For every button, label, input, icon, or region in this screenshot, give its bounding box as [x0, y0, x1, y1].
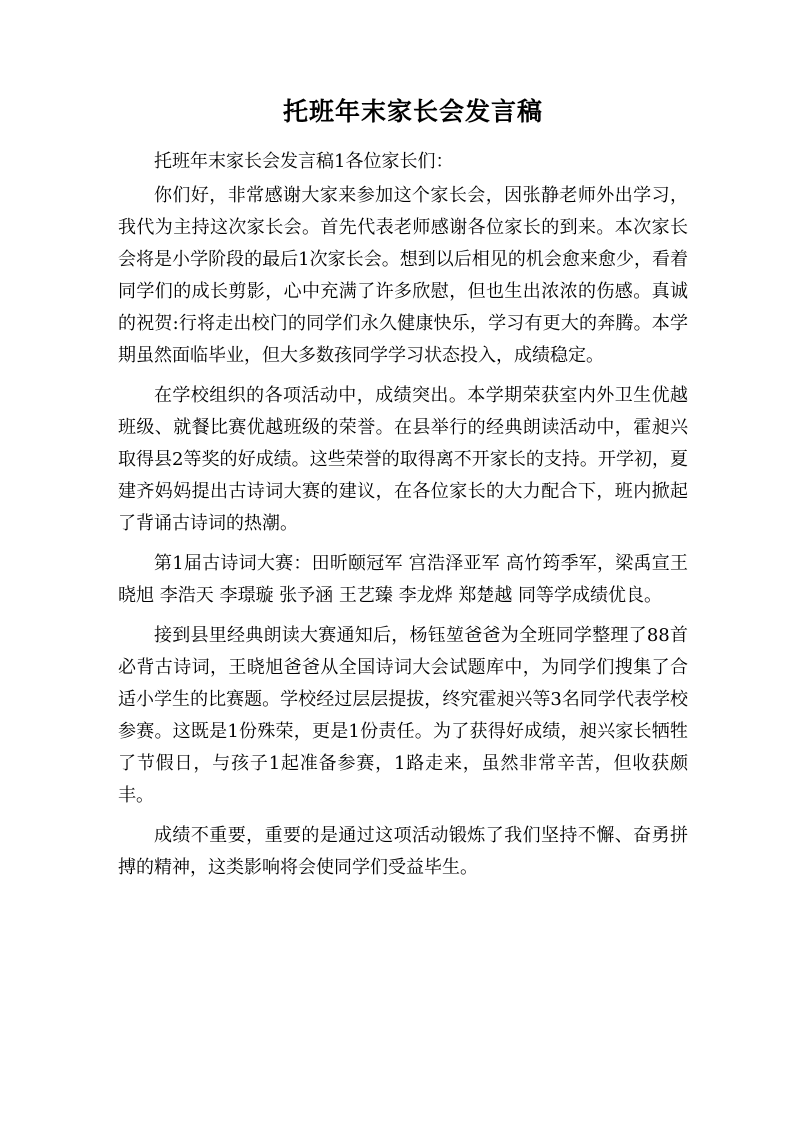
paragraph-opening: 你们好，非常感谢大家来参加这个家长会，因张静老师外出学习，我代为主持这次家长会。首先代表老师感谢各位家长的到来。本次家长会将是小学阶段的最后1次家长会。想到以后相见的机会愈来愈少，看着同学们的成长剪影，心中充满了许多欣慰，但也生出浓浓的伤感。真诚的祝贺:行将走出校门的同学们永久健康快乐，学习有更大的奔腾。本学期虽然面临毕业，但大多数孩同学学习状态投入，成绩稳定。: [118, 185, 688, 366]
paragraph-conclusion: 成绩不重要，重要的是通过这项活动锻炼了我们坚持不懈、奋勇拼搏的精神，这类影响将会使同学们受益毕生。: [118, 825, 688, 878]
document-page: [118, 92, 688, 892]
paragraph-activities: 在学校组织的各项活动中，成绩突出。本学期荣获室内外卫生优越班级、就餐比赛优越班级的荣誉。在县举行的经典朗读活动中，霍昶兴取得县2等奖的好成绩。这些荣誉的取得离不开家长的支持。开学初，夏建齐妈妈提出古诗词大赛的建议，在各位家长的大力配合下，班内掀起了背诵古诗词的热潮。: [118, 385, 688, 534]
paragraph-reading-contest: 接到县里经典朗读大赛通知后，杨钰堃爸爸为全班同学整理了88首必背古诗词，王晓旭爸爸从全国诗词大会试题库中，为同学们搜集了合适小学生的比赛题。学校经过层层提拔，终究霍昶兴等3名同学代表学校参赛。这既是1份殊荣，更是1份责任。为了获得好成绩，昶兴家长牺牲了节假日，与孩子1起准备参赛，1路走来，虽然非常辛苦，但收获颇丰。: [118, 625, 688, 806]
paragraph-greeting: 托班年末家长会发言稿1各位家长们：: [154, 151, 454, 172]
paragraph-poetry-contest: 第1届古诗词大赛：田昕颐冠军 宫浩泽亚军 高竹筠季军，梁禹宣王晓旭 李浩天 李璟璇 张予涵 王艺臻 李龙烨 郑楚越 同等学成绩优良。: [118, 553, 688, 606]
document-title: 托班年末家长会发言稿: [282, 97, 543, 126]
